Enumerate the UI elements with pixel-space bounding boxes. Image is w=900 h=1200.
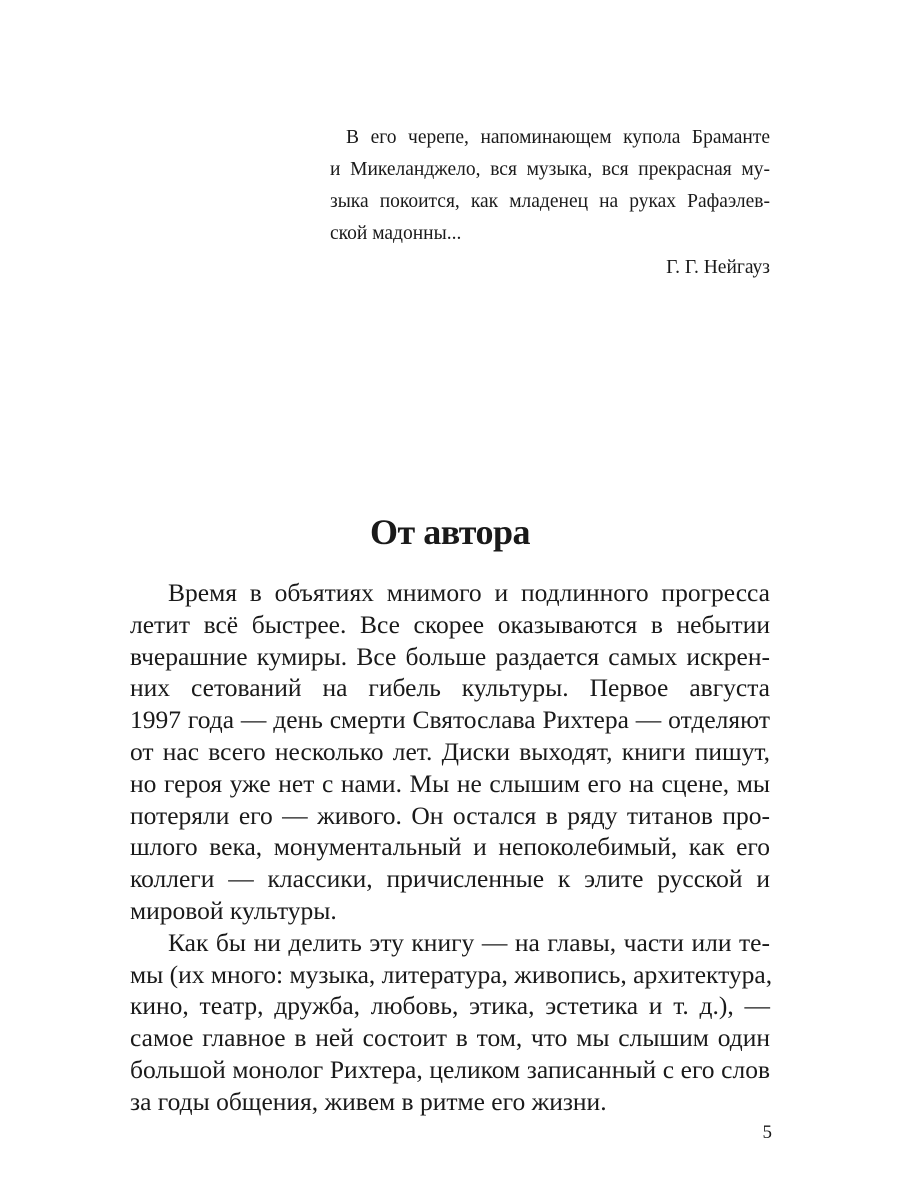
text-line: Время в объятиях мнимого и подлинного прогресса (168, 578, 770, 607)
text-line: потеряли его — живого. Он остался в ряду титанов про- (130, 800, 770, 830)
chapter-title: От автора (370, 512, 530, 552)
text-line: кино, театр, дружба, любовь, этика, эстетика и т. д.), — (130, 991, 770, 1021)
text-line: большой монолог Рихтера, целиком записанный с его слов (130, 1054, 770, 1084)
text-line: них сетований на гибель культуры. Первое августа (130, 673, 770, 703)
text-line: коллеги — классики, причисленные к элите русской и (130, 864, 770, 894)
epigraph-author: Г. Г. Нейгауз (666, 257, 770, 278)
text-line: самое главное в ней состоит в том, что мы слышим один (130, 1023, 770, 1053)
text-line: Как бы ни делить эту книгу — на главы, части или те- (168, 927, 770, 957)
text-line: 1997 года — день смерти Святослава Рихтера — отделяют (130, 705, 770, 735)
paragraph (130, 927, 773, 1118)
text-line: мы (их много: музыка, литература, живопись, архитектура, (130, 959, 773, 989)
text-line: мировой культуры. (130, 895, 337, 925)
epigraph-line: и Микеланджело, вся музыка, вся прекрасная му- (330, 159, 770, 180)
epigraph-line: зыка покоится, как младенец на руках Рафаэлев- (330, 191, 770, 212)
text-line: от нас всего несколько лет. Диски выходят, книги пишут, (130, 736, 770, 766)
text-line: летит всё быстрее. Все скорее оказываются в небытии (130, 609, 770, 639)
body-text (130, 577, 773, 1118)
paragraph (130, 577, 770, 927)
text-line: за годы общения, живем в ритме его жизни. (130, 1086, 607, 1116)
epigraph-line: В его черепе, напоминающем купола Браманте (346, 127, 770, 148)
text-line: вчерашние кумиры. Все больше раздается самых искрен- (130, 641, 770, 671)
epigraph (330, 122, 770, 284)
page-number: 5 (762, 1122, 772, 1143)
text-line: но героя уже нет с нами. Мы не слышим его на сцене, мы (130, 768, 770, 798)
text-line: шлого века, монументальный и непоколебимый, как его (130, 832, 770, 862)
epigraph-line: ской мадонны... (330, 223, 462, 244)
